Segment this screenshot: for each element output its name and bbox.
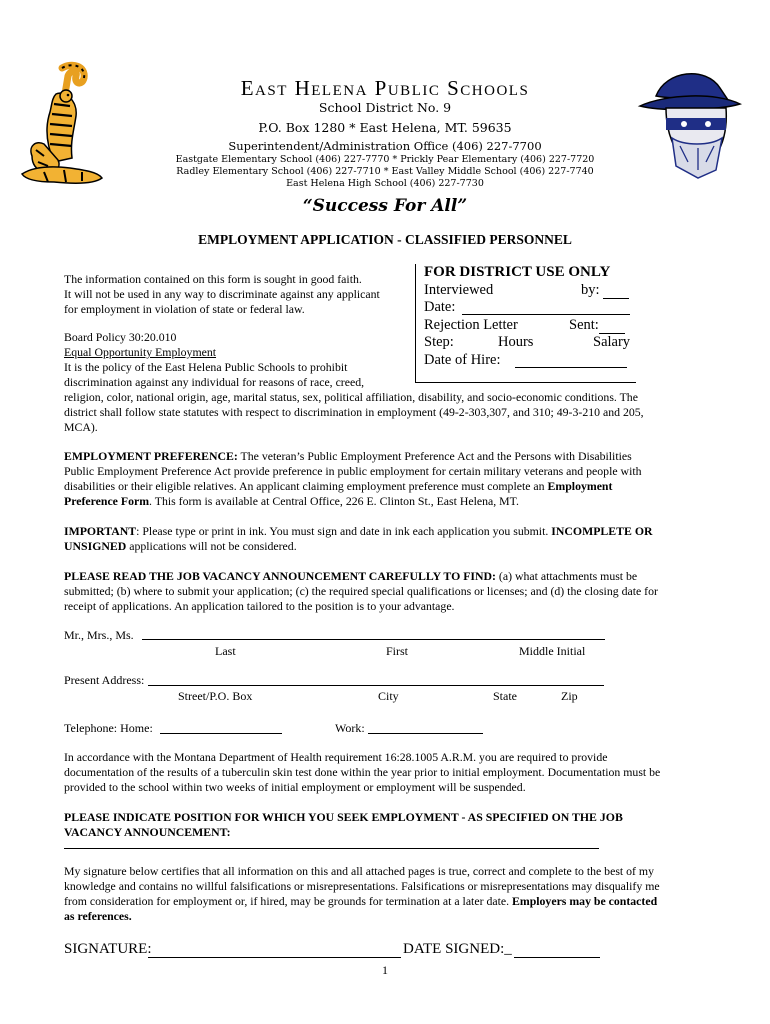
policy-line: district shall follow state statutes with respect to discrimination in employment (49-2-303,307, and 310; 49-3-210 and 205, (64, 405, 644, 419)
health-requirement-block (64, 750, 660, 795)
please-read-text: (a) what attachments must be (495, 569, 638, 583)
by-line (603, 285, 629, 299)
ep-text: . This form is available at Central Office, 226 E. Clinton St., East Helena, MT. (149, 494, 519, 508)
schools-line-3: East Helena High School (406) 227-7730 (286, 178, 484, 189)
date-signed-label: DATE SIGNED:_ (403, 941, 512, 957)
eeo-heading: Equal Opportunity Employment (64, 345, 217, 359)
ep-form-name: Employment (547, 479, 613, 493)
home-phone-input-line[interactable] (160, 733, 282, 734)
district-address: P.O. Box 1280 * East Helena, MT. 59635 (258, 120, 512, 135)
work-phone-input-line[interactable] (368, 733, 483, 734)
state-label: State (493, 689, 517, 703)
address-input-line[interactable] (148, 685, 604, 686)
please-read-label: PLEASE READ THE JOB VACANCY ANNOUNCEMENT CAREFULLY TO FIND: (64, 569, 496, 583)
policy-block (64, 330, 644, 435)
signature-input-line[interactable] (148, 957, 401, 958)
position-heading: VACANCY ANNOUNCEMENT: (64, 825, 231, 839)
date-of-hire-label: Date of Hire: (424, 351, 501, 368)
date-line[interactable] (462, 299, 630, 315)
certify-text: from consideration for employment or, if hired, may be grounds for termination at a later date. (64, 894, 512, 908)
important-emphasis: UNSIGNED (64, 539, 127, 553)
schools-line-1: Eastgate Elementary School (406) 227-7770 * Prickly Pear Elementary (406) 227-7720 (175, 154, 595, 165)
certify-text: My signature below certifies that all information on this and all attached pages is true, correct and complete to the best of my (64, 864, 654, 878)
work-phone-label: Work: (335, 721, 365, 735)
employment-preference-label: EMPLOYMENT PREFERENCE: (64, 449, 238, 463)
references-notice: Employers may be contacted (512, 894, 658, 908)
form-title: EMPLOYMENT APPLICATION - CLASSIFIED PERSONNEL (198, 232, 572, 247)
important-text: applications will not be considered. (126, 539, 297, 553)
board-policy: Board Policy 30:20.010 (64, 330, 177, 344)
date-signed-input-line[interactable] (514, 957, 600, 958)
city-label: City (378, 689, 399, 703)
certify-text: knowledge and contains no willful falsifications or misrepresentations. Falsifications or misrepresentations may disqualify me (64, 879, 660, 893)
ep-text: disabilities or their eligible relatives. An applicant claiming employment preference must complete an (64, 479, 548, 493)
street-label: Street/P.O. Box (178, 689, 253, 703)
important-text: : Please type or print in ink. You must sign and date in ink each application you submit. (136, 524, 552, 538)
ep-form-name: Preference Form (64, 494, 150, 508)
signature-label: SIGNATURE: (64, 941, 152, 957)
interviewed-by[interactable] (581, 282, 629, 300)
present-address-label: Present Address: (64, 673, 145, 687)
important-label: IMPORTANT (64, 524, 137, 538)
interviewed-row (416, 282, 636, 300)
policy-line: It is the policy of the East Helena Public Schools to prohibit (64, 360, 348, 374)
position-input-line[interactable] (64, 848, 599, 849)
last-name-label: Last (215, 644, 236, 658)
intro-line: It will not be used in any way to discriminate against any applicant (64, 287, 380, 301)
policy-line: religion, color, national origin, age, marital status, sex, political affiliation, disability, and socio-economic conditions. The (64, 390, 638, 404)
middle-initial-label: Middle Initial (519, 644, 586, 658)
health-text: In accordance with the Montana Department of Health requirement 16:28.1005 A.R.M. you are required to provide (64, 750, 608, 764)
ep-text: Public Employment Preference Act provide preference in public employment for certain military veterans and people with (64, 464, 642, 478)
intro-line: The information contained on this form is sought in good faith. (64, 272, 362, 286)
rejection-label: Rejection Letter (424, 316, 518, 333)
step-label: Step: (424, 334, 454, 350)
district-number: School District No. 9 (318, 100, 452, 115)
certification-block (64, 864, 660, 924)
health-text: documentation of the results of a tuberculin skin test done within the year prior to initial employment. Documentation must be (64, 765, 661, 779)
ep-text: The veteran’s Public Employment Preference Act and the Persons with Disabilities (237, 449, 632, 463)
home-phone-label: Telephone: Home: (64, 721, 153, 735)
hours-label: Hours (498, 334, 534, 350)
salary-label: Salary (593, 334, 631, 350)
position-heading: PLEASE INDICATE POSITION FOR WHICH YOU SEEK EMPLOYMENT - AS SPECIFIED ON THE JOB (64, 810, 623, 824)
by-label: by: (581, 281, 600, 298)
policy-line: MCA). (64, 420, 98, 434)
first-name-label: First (386, 644, 409, 658)
important-block (64, 524, 653, 554)
position-block (64, 810, 623, 840)
intro-line: for employment in violation of state or federal law. (64, 302, 305, 316)
policy-line: discrimination against any individual for reasons of race, creed, (64, 375, 365, 389)
motto: “Success For All” (302, 196, 468, 216)
please-read-block (64, 569, 658, 614)
date-label: Date: (424, 299, 456, 315)
important-emphasis: INCOMPLETE OR (551, 524, 653, 538)
employment-preference-block (64, 449, 642, 509)
page-number: 1 (382, 963, 388, 977)
date-row (416, 299, 636, 317)
intro-text (64, 272, 380, 317)
please-read-text: submitted; (b) where to submit your application; (c) the required special qualifications or licenses; and (d) the closing date for (64, 584, 658, 598)
sent-label: Sent: (569, 316, 599, 333)
schools-line-2: Radley Elementary School (406) 227-7710 * East Valley Middle School (406) 227-7740 (176, 166, 594, 177)
interviewed-label: Interviewed (424, 281, 494, 298)
zip-label: Zip (561, 689, 578, 703)
please-read-text: receipt of applications. An application tailored to the position is to your advantage. (64, 599, 455, 613)
salutation-label: Mr., Mrs., Ms. (64, 628, 134, 642)
references-notice: as references. (64, 909, 132, 923)
district-box-title: FOR DISTRICT USE ONLY (424, 264, 611, 280)
school-title: East Helena Public Schools (240, 76, 530, 100)
health-text: provided to the school within two weeks of initial employment or employment will be suspended. (64, 780, 526, 794)
superintendent-office: Superintendent/Administration Office (406) 227-7700 (228, 139, 542, 153)
name-input-line[interactable] (142, 639, 605, 640)
